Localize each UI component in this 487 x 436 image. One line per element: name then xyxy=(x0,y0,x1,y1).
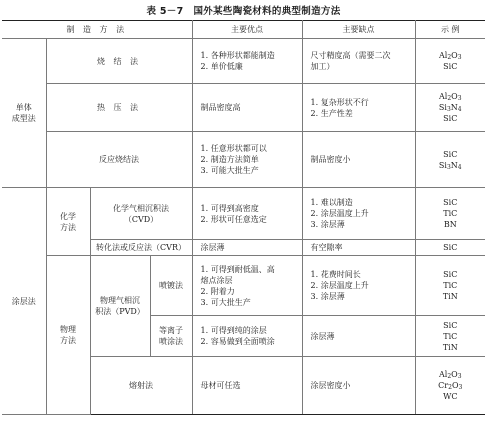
example-material xyxy=(419,331,483,342)
example-material xyxy=(419,342,483,353)
formula-element: Cr xyxy=(438,381,449,390)
formula-element: Al xyxy=(438,92,448,101)
disadvantages-cell xyxy=(302,188,415,240)
formula-element: SiC xyxy=(443,243,458,252)
formula-element: SiC xyxy=(443,149,458,159)
examples-cell xyxy=(415,132,485,188)
table-caption xyxy=(0,3,487,17)
cell-line: 3. 可大批生产 xyxy=(200,297,251,307)
formula-subscript: 3 xyxy=(457,95,462,102)
examples-cell xyxy=(415,357,485,415)
cell-line: 1. 难以制造 xyxy=(310,198,353,207)
cell-line: 1. 复杂形状不行 xyxy=(310,97,369,107)
formula-element: TiN xyxy=(442,342,458,352)
formula-element: TiC xyxy=(443,331,458,341)
header-disadvantages: 主要缺点 xyxy=(302,21,415,39)
example-material xyxy=(419,380,483,391)
cell-line: 加工） xyxy=(310,62,335,71)
header-advantages: 主要优点 xyxy=(192,21,302,39)
table-row xyxy=(2,132,485,188)
advantages-cell xyxy=(192,256,302,316)
formula-element: N xyxy=(450,103,458,112)
cell-line: 2. 容易做到全面喷涂 xyxy=(200,337,275,346)
cell-line: 2. 附着力 xyxy=(200,286,235,296)
example-material xyxy=(419,102,483,113)
example-material xyxy=(419,50,483,61)
example-material xyxy=(419,391,483,402)
formula-element: TiN xyxy=(442,292,458,301)
example-material xyxy=(419,61,483,72)
method-cvd: 化学气相沉积法 （CVD） xyxy=(90,188,192,240)
formula-element: SiC xyxy=(443,62,458,71)
formula-subscript: 2 xyxy=(447,54,452,61)
advantages-cell xyxy=(192,357,302,415)
formula-subscript: 3 xyxy=(457,54,462,61)
example-material xyxy=(419,219,483,230)
examples-cell xyxy=(415,39,485,84)
cell-line: 2. 形状可任意选定 xyxy=(200,214,267,224)
cell-line: 涂层薄 xyxy=(200,243,225,252)
formula-element: SiC xyxy=(443,320,458,330)
table-title: 国外某些陶瓷材料的典型制造方法 xyxy=(193,6,341,17)
disadvantages-cell xyxy=(302,240,415,256)
formula-subscript: 2 xyxy=(447,95,452,102)
cell-line: 2. 涂层温度上升 xyxy=(310,209,369,218)
cell-line: 2. 单价低廉 xyxy=(200,62,243,71)
table-row xyxy=(2,256,485,316)
formula-subscript: 4 xyxy=(457,106,462,113)
disadvantages-cell xyxy=(302,357,415,415)
header-examples: 示 例 xyxy=(415,21,485,39)
disadvantages-cell xyxy=(302,256,415,316)
cell-line: 2. 涂层温度上升 xyxy=(310,281,369,290)
group-chemical: 化学 方法 xyxy=(46,188,90,256)
formula-subscript: 3 xyxy=(457,373,462,380)
examples-cell xyxy=(415,188,485,240)
example-material xyxy=(419,291,483,302)
disadvantages-cell xyxy=(302,84,415,132)
formula-element: O xyxy=(451,370,458,379)
example-material xyxy=(419,113,483,124)
cell-line: 尺寸精度高（需要二次 xyxy=(310,51,391,60)
method-reaction-sintering: 反应烧结法 xyxy=(46,132,192,188)
example-material xyxy=(419,369,483,380)
example-material xyxy=(419,320,483,331)
advantages-cell xyxy=(192,132,302,188)
example-material xyxy=(419,208,483,219)
example-material xyxy=(419,160,483,171)
formula-element: SiC xyxy=(443,198,458,207)
cell-line: 制品密度高 xyxy=(200,103,241,112)
advantages-cell xyxy=(192,188,302,240)
advantages-cell xyxy=(192,316,302,357)
cell-line: 1. 花费时间长 xyxy=(310,270,361,279)
formula-element: O xyxy=(451,381,459,390)
cell-line: 3. 涂层薄 xyxy=(310,292,345,301)
cell-line: 制品密度小 xyxy=(310,155,351,164)
formula-element: WC xyxy=(443,392,458,401)
formula-subscript: 3 xyxy=(446,106,451,113)
examples-cell xyxy=(415,316,485,357)
formula-element: Si xyxy=(438,160,447,170)
cell-line: 1. 可得到纯的涂层 xyxy=(200,326,267,335)
disadvantages-cell xyxy=(302,39,415,84)
formula-subscript: 2 xyxy=(447,373,452,380)
example-material xyxy=(419,280,483,291)
formula-element: TiC xyxy=(443,281,458,290)
manufacturing-methods-table xyxy=(2,20,485,415)
example-material xyxy=(419,269,483,280)
cell-line: 1. 任意形状都可以 xyxy=(200,144,267,153)
cell-line: 3. 涂层薄 xyxy=(310,220,345,229)
formula-subscript: 2 xyxy=(448,384,452,391)
example-material xyxy=(419,197,483,208)
advantages-cell xyxy=(192,240,302,256)
examples-cell xyxy=(415,84,485,132)
method-cvr: 转化法或反应法（CVR） xyxy=(90,240,192,256)
formula-element: SiC xyxy=(443,270,458,279)
table-row xyxy=(2,188,485,240)
method-pvd: 物理气相沉 积法（PVD） xyxy=(90,256,150,357)
advantages-cell xyxy=(192,84,302,132)
formula-subscript: 3 xyxy=(446,163,451,171)
group-physical: 物理 方法 xyxy=(46,256,90,415)
formula-element: TiC xyxy=(443,209,458,218)
example-material xyxy=(419,91,483,102)
header-method: 制 造 方 法 xyxy=(2,21,192,39)
formula-element: SiC xyxy=(443,114,458,123)
cell-line: 涂层薄 xyxy=(310,331,335,341)
table-row xyxy=(2,84,485,132)
group-coating: 涂层法 xyxy=(2,188,46,415)
method-hot-press: 热 压 法 xyxy=(46,84,192,132)
header-row xyxy=(2,21,485,39)
formula-subscript: 3 xyxy=(458,384,463,391)
formula-element: Al xyxy=(438,370,448,379)
formula-subscript: 4 xyxy=(457,163,462,171)
cell-line: 母材可任选 xyxy=(200,381,241,390)
disadvantages-cell xyxy=(302,132,415,188)
table-row xyxy=(2,39,485,84)
formula-element: N xyxy=(450,160,458,170)
cell-line: 1. 可得到耐低温、高 xyxy=(200,264,275,274)
cell-line: 3. 可能大批生产 xyxy=(200,166,259,175)
cell-line: 1. 各种形状都能制造 xyxy=(200,51,275,60)
formula-element: BN xyxy=(443,220,457,229)
formula-element: O xyxy=(451,92,458,101)
example-material xyxy=(419,242,483,253)
cell-line: 2. 制造方法简单 xyxy=(200,155,259,164)
formula-element: Si xyxy=(438,103,447,112)
formula-element: Al xyxy=(438,51,448,60)
method-plasma-spray: 等离子 喷涂法 xyxy=(150,316,192,357)
formula-element: O xyxy=(451,51,458,60)
cell-line: 1. 可得到高密度 xyxy=(200,203,259,213)
disadvantages-cell xyxy=(302,316,415,357)
cell-line: 熔点涂层 xyxy=(200,275,233,285)
method-spray: 喷镀法 xyxy=(150,256,192,316)
group-bulk-forming: 单体 成型法 xyxy=(2,39,46,188)
examples-cell xyxy=(415,240,485,256)
method-melt-spray: 熔射法 xyxy=(90,357,192,415)
table-number: 表 5－7 xyxy=(146,6,184,17)
examples-cell xyxy=(415,256,485,316)
method-sintering: 烧 结 法 xyxy=(46,39,192,84)
example-material xyxy=(419,149,483,160)
cell-line: 涂层密度小 xyxy=(310,381,351,390)
cell-line: 有空隙率 xyxy=(310,243,343,252)
cell-line: 2. 生产性差 xyxy=(310,108,353,118)
advantages-cell xyxy=(192,39,302,84)
